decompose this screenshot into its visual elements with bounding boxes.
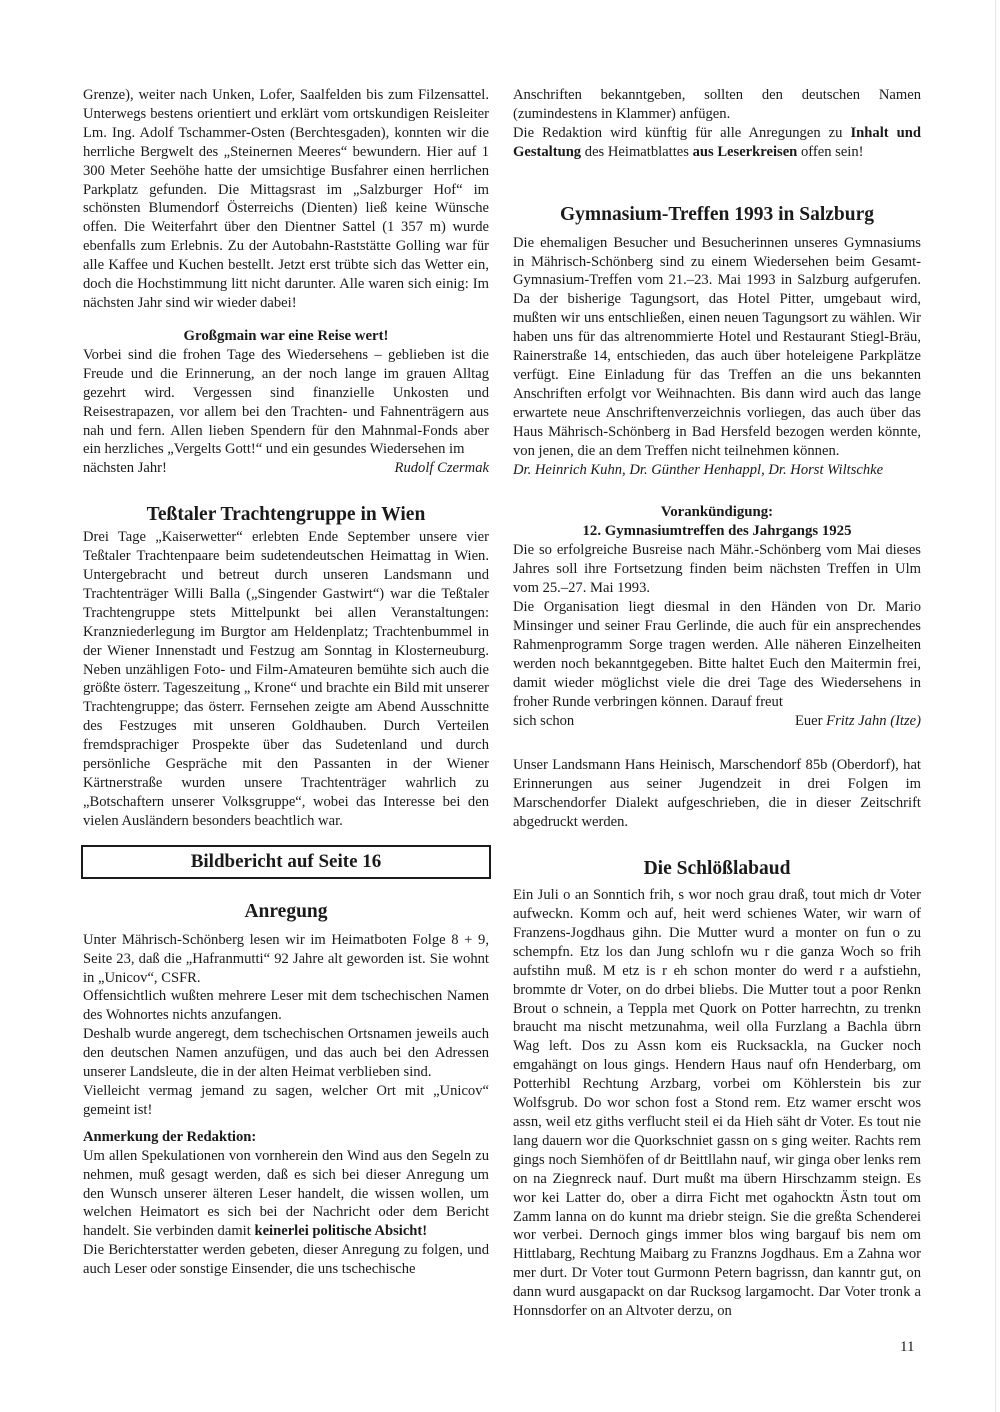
grossgmain-signature-line	[83, 459, 489, 478]
tesstaler-text: Drei Tage „Kaiserwetter“ erlebten Ende September unsere vier Teßtaler Trachtenpaare beim sudetendeutschen Heimattag in Wien. Untergebracht und betreut durch unseren Landsmann und Trachtenträger Willi Balla („Singender Gastwirt“) war die Teßtaler Trachtengruppe stets Mittelpunkt bei allen Veranstaltungen: Kranzniederlegung im Burgtor am Heldenplatz; Trachtenbummel in der Wiener Innenstadt und Festzug am Sonntag in Klosterneuburg. Neben unzähligen Foto- und Film-Amateuren bemühte sich auch die größte österr. Tageszeitung „ Krone“ und brachte ein Bild mit unserer Trachtengruppe; das österr. Fernsehen zeigte am Abend Ausschnitte des Festzuges mit unseren Goldhauben. Durch Verteilen fremdsprachiger Prospekte über das Sudetenland und durch persönliche Gespräche mit den Passanten in der Wiener Kärtnerstraße wurden unsere Trachtenträger wahrlich zu „Botschaftern unserer Volksgruppe“, wobei das Interesse bei den vielen Ausländern besonders beachtlich war.	[83, 529, 489, 829]
grossgmain-closing: nächsten Jahr!	[83, 460, 167, 477]
vorankuendigung-closing: sich schon	[513, 712, 575, 729]
anregung-heading: Anregung	[244, 900, 328, 922]
anregung-paragraph-2: Offensichtlich wußten mehrere Leser mit dem tschechischen Namen des Wohnortes nichts anzufangen.	[83, 988, 489, 1024]
right-column	[513, 86, 921, 1321]
grossgmain-author: Rudolf Czermak	[394, 460, 489, 477]
anmerkung-text	[83, 1147, 489, 1242]
redaktion-text-d: offen sein!	[800, 143, 864, 160]
bildbericht-box: Bildbericht auf Seite 16	[81, 845, 491, 879]
gymnasium-text: Die ehemaligen Besucher und Besucherinnen unseres Gymnasiums in Mährisch-Schönberg sind zu einem Wiedersehen beim Gesamt-Gymnasium-Treffen vom 21.–23. Mai 1993 in Salzburg aufgerufen. Da der bisherige Tagungsort, das Hotel Pitter, umgebaut wird, mußten wir uns entschließen, einen neuen Tagungsort zu wählen. Wir haben uns für das altrenommierte Hotel und Restaurant Stiegl-Bräu, Rainerstraße 14, entschieden, das auch über hoteleigene Parkplätze verfügt. Eine Einladung für das Treffen an die uns bekannten Anschriften erfolgt vor Weihnachten. Bis dann wird auch das lange erwartete neue Anschriftenverzeichnis vorliegen, das auch über das Haus Mährisch-Schönberg in Bad Hersfeld bezogen werden könnte, von jenen, die an dem Treffen nicht teilnehmen können.	[513, 234, 921, 459]
redaktion-text-a: Die Redaktion wird künftig für alle Anregungen zu	[513, 124, 843, 141]
schloesslabaud-heading: Die Schlößlabaud	[643, 858, 791, 880]
anmerkung-body: Um allen Spekulationen von vornherein den Wind aus den Segeln zu nehmen, muß gesagt werden, daß es sich bei dieser Anregung um den Wunsch unserer älteren Leser handelt, die wissen wollen, um welchen Heimatort es sich bei der Nachricht oder dem Bericht handelt. Sie verbinden damit	[83, 1147, 489, 1240]
gymnasium-heading: Gymnasium-Treffen 1993 in Salzburg	[560, 203, 874, 225]
redaktion-paragraph	[513, 124, 921, 162]
vorankuendigung-subheading: 12. Gymnasiumtreffen des Jahrgangs 1925	[582, 523, 852, 540]
anregung-paragraph-1: Unter Mährisch-Schönberg lesen wir im Heimatboten Folge 8 + 9, Seite 23, daß die „Hafranmutti“ 92 Jahre alt geworden ist. Sie wohnt in „Unicov“, CSFR.	[83, 931, 489, 986]
tesstaler-heading: Teßtaler Trachtengruppe in Wien	[146, 504, 426, 526]
left-column	[83, 86, 489, 1279]
grossgmain-heading: Großgmain war eine Reise wert!	[183, 327, 389, 344]
gymnasium-authors: Dr. Heinrich Kuhn, Dr. Günther Henhappl, Dr. Horst Wiltschke	[513, 461, 884, 478]
vorankuendigung-signature-line	[513, 712, 921, 731]
redaktion-bold-a: Inhalt und Gestaltung	[513, 124, 921, 160]
trip-report-paragraph: Grenze), weiter nach Unken, Lofer, Saalfelden bis zum Filzensattel. Unterwegs bestens orientiert und erklärt vom ortskundigen Reisleiter Lm. Ing. Adolf Tschammer-Osten (Berchtesgaden), konnten wir die herrliche Bergwelt des „Steinernen Meeres“ bewundern. Hier auf 1 300 Meter Seehöhe hatte der umsichtige Busfahrer einen herrlichen Parkplatz gefunden. Die Mittagsrast im „Salzburger Hof“ im schönsten Blumendorf Österreichs (Dienten) ließ keine Wünsche offen. Die Weiterfahrt über den Dientner Sattel (1 357 m) wurde ebenfalls zum Erlebnis. Zu der Autobahn-Raststätte Golling war für alle Kaffee und Kuchen bestellt. Jetzt erst trübte sich das Wetter ein, doch die Hochstimmung litt nicht darunter. Alle waren sich einig: Im nächsten Jahr sind wir wieder dabei!	[83, 87, 489, 311]
anregung-paragraph-3: Deshalb wurde angeregt, dem tschechischen Ortsnamen jeweils auch den deutschen Namen anzufügen, und das auch bei den Adressen unserer Landsleute, die in der alten Heimat verblieben sind.	[83, 1026, 489, 1081]
redaktion-bold-b: aus Leserkreisen	[692, 143, 798, 160]
schloesslabaud-text: Ein Juli o an Sonntich frih, s wor noch grau draß, tout mich dr Voter aufweckn. Komm och auf, heit werd schienes Water, wir warn of Franzens-Jogdhaus gihn. Die Mutter wurd a monter on fun o zu schempfn. Etz los dan Jung schlofn wu r die ganza Woch so frih aufstihn muß. M etz is r eh schon monter do werd r a aufstiehn, brommte dr Voter, on do drbei bliebs. Die Mutter tout a poor Renkn Brout o schnein, a Teppla met Quork on Potter harrechtn, zu trenkn braucht ma nischt metzunahma, weil olla Furzlang a Bachla übrn Wag left. Dos zu Assn kom eis Rucksackla, na Gucker noch emgahängt on lous gings. Hendern Haus nauf ofn Henderbarg, om Potterhibl Rechtung Arzbarg, vorbei om Köhlerstein bis zur Wolfsgrub. Do wor schon fost a Stond rem. Etz wamer erscht wos assn, weil etz giths verflucht steil ei da Hieh säht dr Voter. Es tout nie lang dauern wor die Quorkschniet gassn on s ging weiter. Rachts rem gings noch Siemhöfen of dr Beittllahn nauf, wir ginga ober lenks rem on na Ziegnreck nauf. Durt mußt ma übern Hirschzamm steign. Es wor kei Latter do, ober a dirra Ficht met ogahocktn Ästn tout om Zamm lanna on do kunnt ma driebr steign. Sie die greßta Schenderei wor verbei. Dernoch gings immer blos wing bargauf bis nem om Hittlabarg, Rechtung Maibarg zu Franzns Jogdhaus. Em a Zahna wor mer durt. Dr Voter tout Gurmonn Petern bagrissn, dan kanntr gut, on dann wurd ausgapackt on dar Rucksog largamocht. Dar Voter tronk a Honnsdorfer on an Altvoter derzu, on	[513, 887, 921, 1320]
signature-prefix: Euer	[794, 712, 823, 729]
redaktion-text-c: des Heimatblattes	[584, 143, 689, 160]
anmerkung-emphasis: keinerlei politische Absicht!	[254, 1223, 428, 1240]
page-number: 11	[900, 1339, 915, 1355]
continued-paragraph: Anschriften bekanntgeben, sollten den deutschen Namen (zumindestens in Klammer) anfügen.	[513, 87, 921, 122]
vorankuendigung-heading: Vorankündigung:	[660, 504, 774, 521]
anregung-paragraph-4: Vielleicht vermag jemand zu sagen, welcher Ort mit „Unicov“ gemeint ist!	[83, 1082, 489, 1118]
signature-name: Fritz Jahn (Itze)	[826, 712, 921, 729]
vorankuendigung-paragraph-2: Die Organisation liegt diesmal in den Händen von Dr. Mario Minsinger und seiner Frau Gerlinde, die auch für ein ansprechendes Rahmenprogramm Sorge tragen werden. Alle näheren Einzelheiten werden noch bekanntgegeben. Bitte haltet Euch den Maitermin frei, damit wieder möglichst viele die drei Tage des Wiedersehens in froher Runde verbringen können. Darauf freut	[513, 599, 921, 710]
heinisch-paragraph: Unser Landsmann Hans Heinisch, Marschendorf 85b (Oberdorf), hat Erinnerungen aus seiner Jugendzeit in drei Folgen im Marschendorfer Dialekt aufgeschrieben, die in dieser Zeitschrift abgedruckt werden.	[513, 757, 921, 831]
vorankuendigung-signature	[795, 712, 921, 731]
grossgmain-text: Vorbei sind die frohen Tage des Wiedersehens – geblieben ist die Freude und die Erinnerung, an der noch lange im grauen Alltag gezehrt wird. Vergessen sind finanzielle Unkosten und Reisestrapazen, vor allem bei den Trachten- und Fahnenträgern aus nah und fern. Allen lieben Spendern für den Mahnmal-Fonds aber ein herzliches „Vergelts Gott!“ und ein gesundes Wiedersehen im	[83, 346, 489, 458]
scan-edge-line	[995, 0, 996, 1412]
anmerkung-paragraph-2: Die Berichterstatter werden gebeten, dieser Anregung zu folgen, und auch Leser oder sonstige Einsender, die uns tschechische	[83, 1242, 489, 1278]
anmerkung-heading: Anmerkung der Redaktion:	[83, 1128, 257, 1145]
vorankuendigung-paragraph-1: Die so erfolgreiche Busreise nach Mähr.-Schönberg vom Mai dieses Jahres soll ihre Fortsetzung finden beim nächsten Treffen in Ulm vom 25.–27. Mai 1993.	[513, 542, 921, 597]
